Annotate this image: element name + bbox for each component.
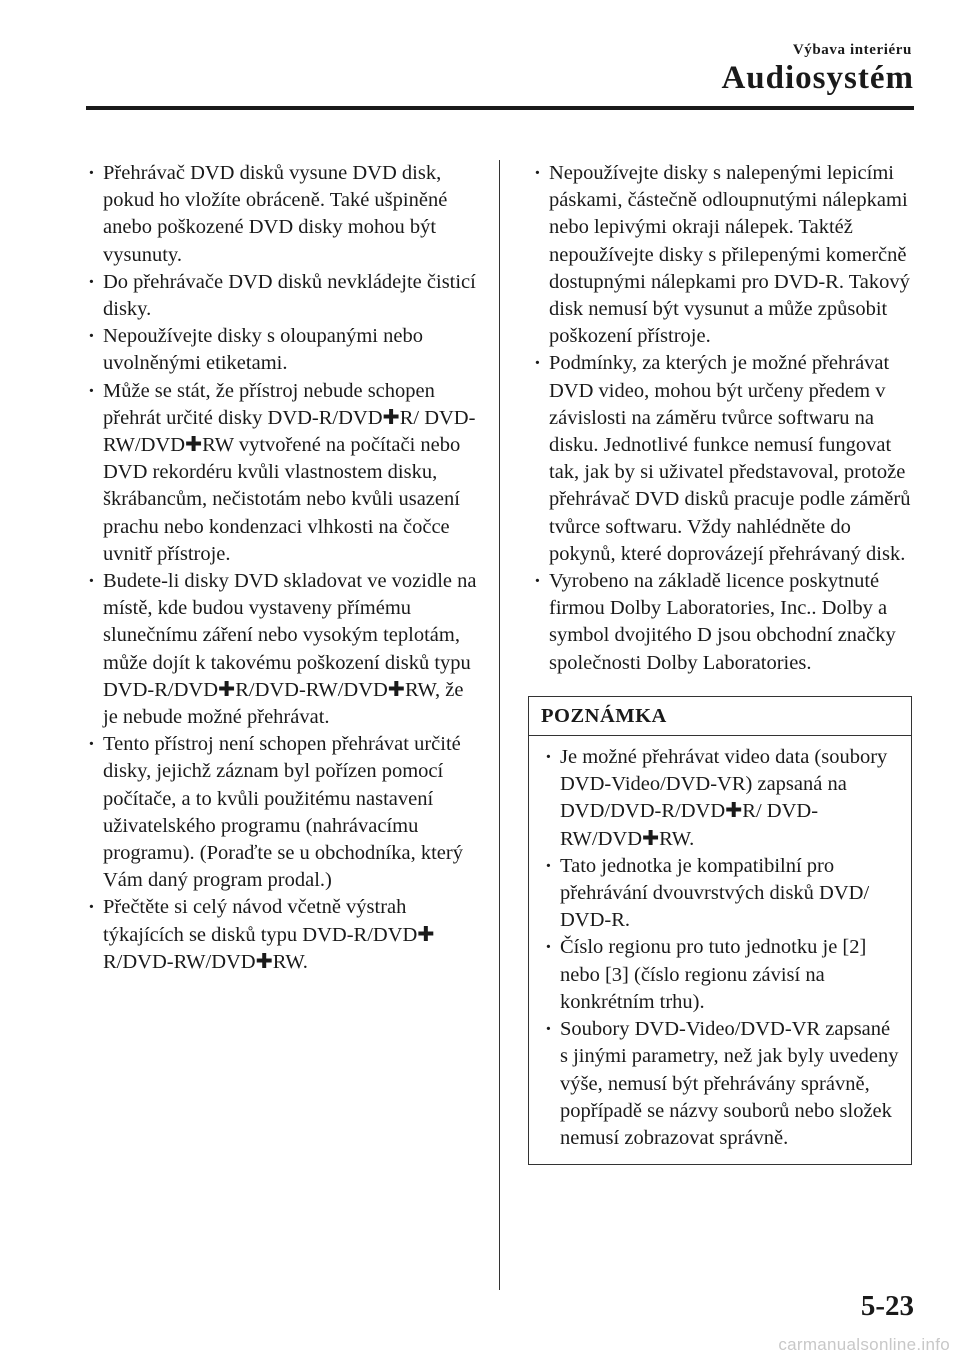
left-column [86, 160, 480, 976]
list-item: · Soubory DVD-Video/DVD-VR zapsané s jinými parametry, než jak byly uvedeny výše, nemusí být přehrávány správně, popřípadě se názvy souborů nebo složek nemusí zobrazovat správně. [543, 1016, 899, 1152]
note-title: POZNÁMKA [529, 697, 911, 736]
page-header [0, 0, 960, 112]
left-bullet-list [86, 160, 480, 976]
note-bullet-list [543, 744, 899, 1152]
header-rule [86, 106, 914, 110]
list-item: · Vyrobeno na základě licence poskytnuté firmou Dolby Laboratories, Inc.. Dolby a symbol dvojitého D jsou obchodní značky společnosti Dolby Laboratories. [532, 568, 920, 677]
list-item: · Podmínky, za kterých je možné přehrávat DVD video, mohou být určeny předem v závislosti na záměru tvůrce softwaru na disku. Jednotlivé funkce nemusí fungovat tak, jak by si uživatel představoval, protože přehrávač DVD disků pracuje podle záměrů tvůrce softwaru. Vždy nahlédněte do pokynů, které doprovázejí přehrávaný disk. [532, 350, 920, 568]
list-item: · Číslo regionu pro tuto jednotku je [2] nebo [3] (číslo regionu závisí na konkrétním trhu). [543, 934, 899, 1016]
list-item: · Může se stát, že přístroj nebude schopen přehrát určité disky DVD-R/DVD✚R/ DVD-RW/DVD✚RW vytvořené na počítači nebo DVD rekordéru kvůli vlastnostem disku, škrábancům, nečistotám nebo kvůli usazení prachu nebo kondenzaci vlhkosti na čočce uvnitř přístroje. [86, 378, 480, 568]
column-divider [499, 160, 500, 1290]
list-item: · Nepoužívejte disky s nalepenými lepicími páskami, částečně odloupnutými nálepkami nebo lepivými okraji nálepek. Taktéž nepoužívejte disky s přilepenými komerčně dostupnými nálepkami pro DVD-R. Takový disk nemusí být vysunut a může způsobit poškození přístroje. [532, 160, 920, 350]
list-item: · Přehrávač DVD disků vysune DVD disk, pokud ho vložíte obráceně. Také ušpiněné anebo poškozené DVD disky mohou být vysunuty. [86, 160, 480, 269]
list-item: · Tato jednotka je kompatibilní pro přehrávání dvouvrstvých disků DVD/ DVD-R. [543, 853, 899, 935]
list-item: · Nepoužívejte disky s oloupanými nebo uvolněnými etiketami. [86, 323, 480, 377]
watermark: carmanualsonline.info [778, 1335, 950, 1354]
chapter-title: Audiosystém [721, 60, 914, 96]
page-number: 5-23 [860, 1290, 914, 1322]
note-body [529, 736, 911, 1164]
list-item: · Budete-li disky DVD skladovat ve vozidle na místě, kde budou vystaveny přímému slunečnímu záření nebo vysokým teplotám, může dojít k takovému poškození disků typu DVD-R/DVD✚R/DVD-RW/DVD✚RW, že je nebude možné přehrávat. [86, 568, 480, 731]
note-box [528, 696, 912, 1165]
right-bullet-list [532, 160, 920, 677]
section-label: Výbava interiéru [792, 42, 912, 58]
right-column [532, 160, 920, 1165]
list-item: · Je možné přehrávat video data (soubory DVD-Video/DVD-VR) zapsaná na DVD/DVD-R/DVD✚R/ DVD-RW/DVD✚RW. [543, 744, 899, 853]
list-item: · Tento přístroj není schopen přehrávat určité disky, jejichž záznam byl pořízen pomocí počítače, a to kvůli použitému nastavení uživatelského programu (nahrávacímu programu). (Poraďte se u obchodníka, který Vám daný program prodal.) [86, 731, 480, 894]
list-item: · Přečtěte si celý návod včetně výstrah týkajících se disků typu DVD-R/DVD✚ R/DVD-RW/DVD✚RW. [86, 894, 480, 976]
list-item: · Do přehrávače DVD disků nevkládejte čisticí disky. [86, 269, 480, 323]
